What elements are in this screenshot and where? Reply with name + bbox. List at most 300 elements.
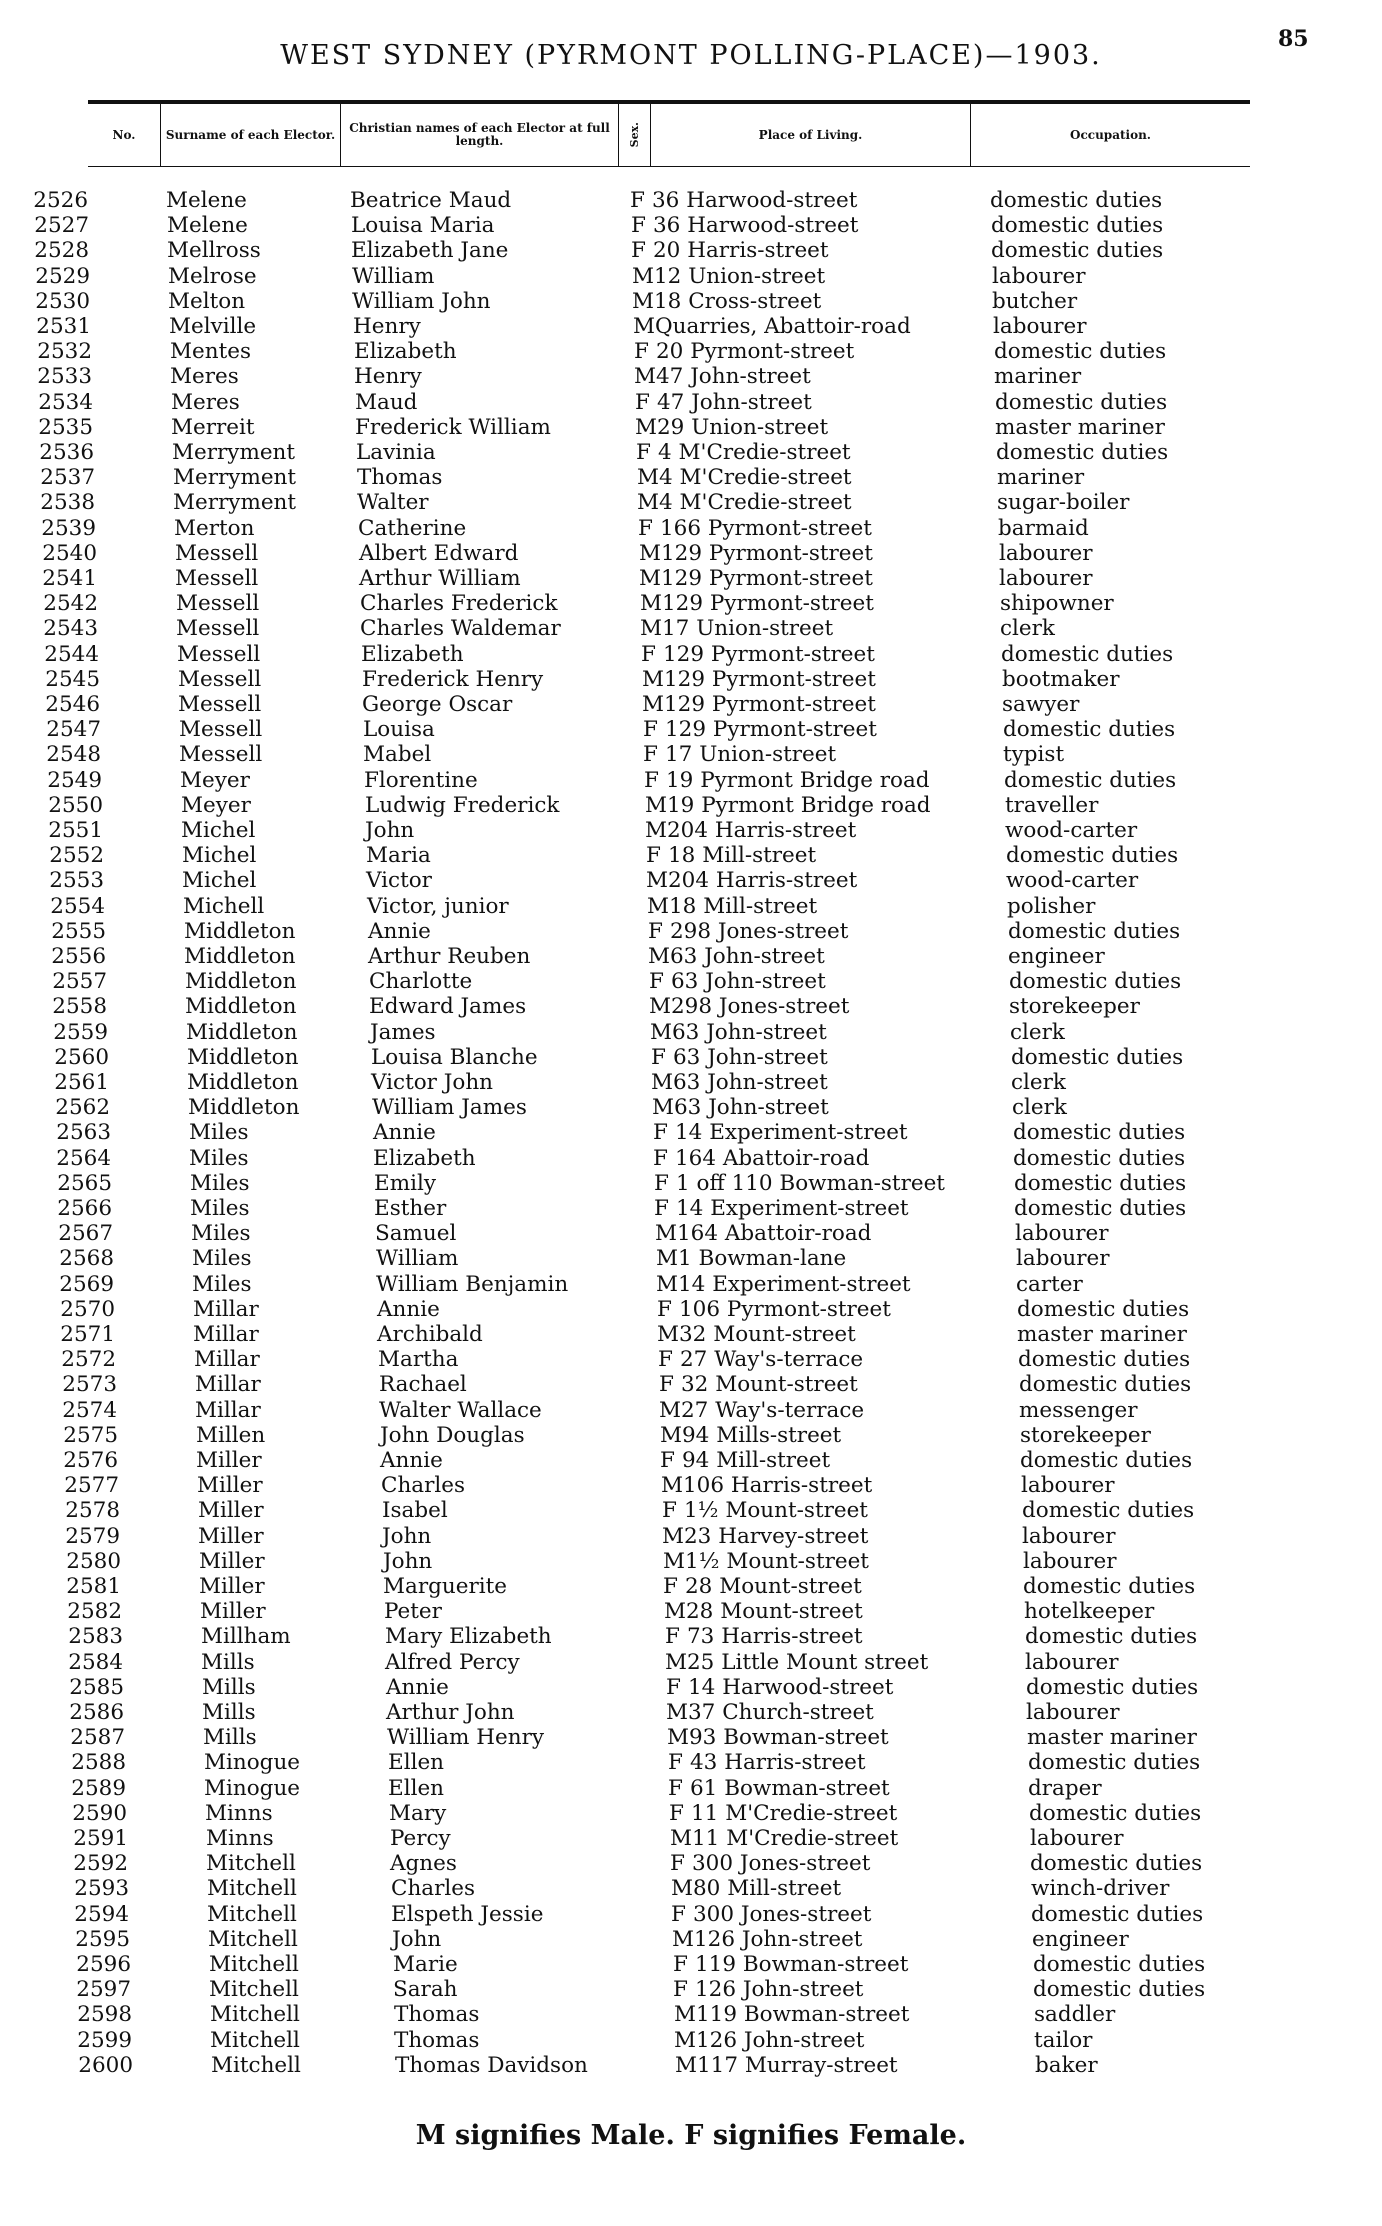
row-sex: M bbox=[645, 818, 668, 843]
table-row bbox=[0, 1524, 1382, 1549]
row-occupation: traveller bbox=[1005, 793, 1099, 818]
row-place: 27 Way's-terrace bbox=[680, 1347, 864, 1372]
table-row bbox=[0, 868, 1382, 893]
row-number: 2536 bbox=[39, 440, 94, 465]
row-surname: Mitchell bbox=[206, 1851, 296, 1876]
row-number: 2540 bbox=[42, 541, 97, 566]
row-surname: Messell bbox=[176, 616, 260, 641]
row-number: 2538 bbox=[40, 490, 95, 515]
row-place: 204 Harris-street bbox=[667, 818, 857, 843]
table-row bbox=[0, 1423, 1382, 1448]
row-number: 2596 bbox=[76, 1952, 131, 1977]
row-number: 2552 bbox=[49, 843, 104, 868]
row-surname: Millen bbox=[196, 1423, 266, 1448]
row-occupation: labourer bbox=[1026, 1700, 1120, 1725]
row-christian-names: Elizabeth bbox=[373, 1146, 476, 1171]
row-surname: Mills bbox=[202, 1675, 256, 1700]
table-row bbox=[0, 566, 1382, 591]
row-place: 63 John-street bbox=[671, 969, 826, 994]
row-place: 164 Abattoir-road bbox=[675, 1146, 870, 1171]
row-christian-names: George Oscar bbox=[362, 692, 513, 717]
row-sex: F bbox=[651, 1045, 666, 1070]
row-sex: F bbox=[635, 390, 650, 415]
table-row bbox=[0, 1473, 1382, 1498]
row-sex: M bbox=[632, 289, 655, 314]
row-sex: F bbox=[643, 717, 658, 742]
row-surname: Messell bbox=[175, 566, 259, 591]
row-number: 2575 bbox=[63, 1423, 118, 1448]
footer-legend: M signifies Male. F signifies Female. bbox=[415, 2120, 967, 2151]
row-place: 126 John-street bbox=[696, 2028, 865, 2053]
row-number: 2527 bbox=[34, 213, 89, 238]
table-row bbox=[0, 742, 1382, 767]
row-sex: M bbox=[665, 1650, 688, 1675]
row-christian-names: William bbox=[376, 1246, 459, 1271]
row-christian-names: Ludwig Frederick bbox=[365, 793, 560, 818]
header-sex-label: Sex. bbox=[628, 122, 641, 148]
row-christian-names: James bbox=[370, 1020, 436, 1045]
row-occupation: typist bbox=[1003, 742, 1065, 767]
row-surname: Melene bbox=[166, 188, 247, 213]
row-sex: M bbox=[650, 1020, 673, 1045]
table-row bbox=[0, 364, 1382, 389]
row-sex: M bbox=[655, 1221, 678, 1246]
row-sex: M bbox=[663, 1549, 686, 1574]
row-place: 106 Harris-street bbox=[683, 1473, 873, 1498]
row-sex: M bbox=[639, 541, 662, 566]
table-row bbox=[0, 717, 1382, 742]
row-surname: Miller bbox=[199, 1574, 265, 1599]
row-sex: M bbox=[667, 1725, 690, 1750]
row-christian-names: John bbox=[382, 1524, 432, 1549]
row-occupation: draper bbox=[1028, 1776, 1102, 1801]
row-place: 129 Pyrmont-street bbox=[663, 642, 875, 667]
row-number: 2571 bbox=[60, 1322, 115, 1347]
row-occupation: labourer bbox=[992, 264, 1086, 289]
row-place: 164 Abattoir-road bbox=[677, 1221, 872, 1246]
row-occupation: bootmaker bbox=[1002, 667, 1120, 692]
row-surname: Miles bbox=[192, 1246, 252, 1271]
row-occupation: labourer bbox=[999, 541, 1093, 566]
row-surname: Merryment bbox=[172, 440, 296, 465]
row-number: 2587 bbox=[70, 1725, 125, 1750]
row-occupation: clerk bbox=[1010, 1020, 1065, 1045]
row-number: 2580 bbox=[66, 1549, 121, 1574]
row-number: 2542 bbox=[43, 591, 98, 616]
page-number: 85 bbox=[1278, 26, 1309, 52]
row-surname: Merreit bbox=[171, 415, 255, 440]
page-title: WEST SYDNEY (PYRMONT POLLING-PLACE)—1903. bbox=[280, 40, 1102, 71]
table-row bbox=[0, 490, 1382, 515]
row-christian-names: Louisa bbox=[363, 717, 435, 742]
row-number: 2565 bbox=[57, 1171, 112, 1196]
table-row bbox=[0, 1398, 1382, 1423]
row-sex: M bbox=[637, 490, 660, 515]
row-occupation: domestic duties bbox=[1017, 1297, 1190, 1322]
row-occupation: domestic duties bbox=[1031, 1902, 1204, 1927]
row-number: 2553 bbox=[49, 868, 104, 893]
table-row bbox=[0, 213, 1382, 238]
table-row bbox=[0, 1776, 1382, 1801]
row-place: 61 Bowman-street bbox=[690, 1776, 890, 1801]
row-place: 1 off 110 Bowman-street bbox=[676, 1171, 945, 1196]
row-christian-names: Walter bbox=[357, 490, 429, 515]
row-place: 47 John-street bbox=[656, 364, 811, 389]
row-number: 2541 bbox=[42, 566, 97, 591]
table-row bbox=[0, 415, 1382, 440]
row-place: 19 Pyrmont Bridge road bbox=[667, 793, 931, 818]
row-number: 2563 bbox=[56, 1120, 111, 1145]
row-christian-names: Mary bbox=[389, 1801, 447, 1826]
table-row bbox=[0, 339, 1382, 364]
row-number: 2588 bbox=[71, 1750, 126, 1775]
table-row bbox=[0, 1221, 1382, 1246]
row-surname: Messell bbox=[175, 541, 259, 566]
row-surname: Miles bbox=[190, 1196, 250, 1221]
row-christian-names: Charles bbox=[381, 1473, 466, 1498]
row-place: 29 Union-street bbox=[657, 415, 829, 440]
table-row bbox=[0, 1801, 1382, 1826]
row-place: 166 Pyrmont-street bbox=[660, 516, 872, 541]
row-number: 2568 bbox=[59, 1246, 114, 1271]
row-occupation: storekeeper bbox=[1020, 1423, 1151, 1448]
row-place: 19 Pyrmont Bridge road bbox=[666, 768, 930, 793]
row-surname: Miller bbox=[197, 1473, 263, 1498]
row-place: 63 John-street bbox=[674, 1095, 829, 1120]
row-sex: F bbox=[668, 1776, 683, 1801]
row-number: 2579 bbox=[65, 1524, 120, 1549]
row-christian-names: Peter bbox=[384, 1599, 442, 1624]
row-number: 2573 bbox=[62, 1372, 117, 1397]
table-row bbox=[0, 1725, 1382, 1750]
table-row bbox=[0, 1902, 1382, 1927]
table-row bbox=[0, 1624, 1382, 1649]
row-surname: Miles bbox=[192, 1272, 252, 1297]
table-row bbox=[0, 616, 1382, 641]
row-place: 28 Mount-street bbox=[685, 1574, 862, 1599]
table-row bbox=[0, 667, 1382, 692]
row-number: 2582 bbox=[67, 1599, 122, 1624]
row-christian-names: Charles Waldemar bbox=[360, 616, 561, 641]
row-surname: Miller bbox=[198, 1498, 264, 1523]
row-surname: Mitchell bbox=[207, 1902, 297, 1927]
row-surname: Meres bbox=[170, 364, 239, 389]
row-place: 73 Harris-street bbox=[687, 1624, 863, 1649]
row-sex: M bbox=[659, 1398, 682, 1423]
row-sex: M bbox=[656, 1246, 679, 1271]
row-place: 14 Experiment-street bbox=[676, 1196, 909, 1221]
row-sex: F bbox=[669, 1801, 684, 1826]
row-occupation: domestic duties bbox=[1014, 1196, 1187, 1221]
row-sex: F bbox=[641, 642, 656, 667]
row-place: 12 Union-street bbox=[654, 264, 826, 289]
row-christian-names: Isabel bbox=[382, 1498, 448, 1523]
row-sex: M bbox=[633, 314, 656, 339]
row-occupation: domestic duties bbox=[1013, 1146, 1186, 1171]
row-surname: Minns bbox=[206, 1826, 274, 1851]
row-christian-names: Marie bbox=[393, 1952, 458, 1977]
row-surname: Miles bbox=[189, 1146, 249, 1171]
row-place: 4 M'Credie-street bbox=[659, 490, 852, 515]
row-christian-names: Maria bbox=[366, 843, 431, 868]
table-row bbox=[0, 1599, 1382, 1624]
row-number: 2590 bbox=[72, 1801, 127, 1826]
row-surname: Mills bbox=[201, 1650, 255, 1675]
row-occupation: baker bbox=[1035, 2053, 1098, 2078]
table-row bbox=[0, 541, 1382, 566]
row-christian-names: Percy bbox=[390, 1826, 451, 1851]
table-row bbox=[0, 1851, 1382, 1876]
row-christian-names: Elizabeth bbox=[354, 339, 457, 364]
row-sex: F bbox=[666, 1675, 681, 1700]
row-occupation: engineer bbox=[1032, 1927, 1129, 1952]
row-place: 1 Bowman-lane bbox=[678, 1246, 847, 1271]
row-surname: Miles bbox=[189, 1120, 249, 1145]
row-number: 2591 bbox=[73, 1826, 128, 1851]
row-occupation: domestic duties bbox=[1004, 768, 1177, 793]
row-christian-names: Elizabeth bbox=[361, 642, 464, 667]
row-surname: Miller bbox=[200, 1599, 266, 1624]
row-number: 2548 bbox=[46, 742, 101, 767]
row-christian-names: Archibald bbox=[377, 1322, 483, 1347]
row-christian-names: Mary Elizabeth bbox=[385, 1624, 552, 1649]
row-surname: Middleton bbox=[186, 1020, 298, 1045]
table-row bbox=[0, 768, 1382, 793]
row-sex: M bbox=[674, 2002, 697, 2027]
row-sex: M bbox=[664, 1599, 687, 1624]
table-row bbox=[0, 1876, 1382, 1901]
row-occupation: domestic duties bbox=[996, 440, 1169, 465]
row-sex: M bbox=[660, 1423, 683, 1448]
row-christian-names: Samuel bbox=[375, 1221, 457, 1246]
row-occupation: mariner bbox=[997, 465, 1085, 490]
row-occupation: domestic duties bbox=[1030, 1851, 1203, 1876]
row-occupation: winch-driver bbox=[1031, 1876, 1170, 1901]
row-sex: M bbox=[642, 667, 665, 692]
row-surname: Meyer bbox=[181, 793, 251, 818]
row-number: 2586 bbox=[69, 1700, 124, 1725]
row-occupation: wood-carter bbox=[1005, 818, 1138, 843]
row-place: 27 Way's-terrace bbox=[681, 1398, 865, 1423]
row-sex: F bbox=[646, 843, 661, 868]
table-row bbox=[0, 969, 1382, 994]
row-sex: F bbox=[654, 1196, 669, 1221]
row-place: 1½ Mount-street bbox=[684, 1498, 868, 1523]
row-number: 2550 bbox=[48, 793, 103, 818]
row-sex: F bbox=[654, 1171, 669, 1196]
row-occupation: domestic duties bbox=[1033, 1952, 1206, 1977]
row-christian-names: Annie bbox=[386, 1675, 449, 1700]
row-occupation: master mariner bbox=[1017, 1322, 1187, 1347]
row-occupation: labourer bbox=[1030, 1826, 1124, 1851]
row-place: 18 Mill-street bbox=[668, 843, 817, 868]
row-number: 2560 bbox=[54, 1045, 109, 1070]
row-surname: Middleton bbox=[188, 1095, 300, 1120]
row-number: 2570 bbox=[60, 1297, 115, 1322]
row-surname: Meyer bbox=[180, 768, 250, 793]
row-place: 129 Pyrmont-street bbox=[665, 717, 877, 742]
row-occupation: labourer bbox=[1023, 1549, 1117, 1574]
row-surname: Mitchell bbox=[208, 1927, 298, 1952]
row-surname: Millham bbox=[201, 1624, 291, 1649]
row-sex: M bbox=[661, 1473, 684, 1498]
row-place: 94 Mill-street bbox=[682, 1448, 831, 1473]
row-surname: Middleton bbox=[187, 1045, 299, 1070]
row-place: 129 Pyrmont-street bbox=[664, 667, 876, 692]
row-surname: Messell bbox=[176, 591, 260, 616]
row-number: 2539 bbox=[41, 516, 96, 541]
row-number: 2594 bbox=[74, 1902, 129, 1927]
row-occupation: polisher bbox=[1007, 894, 1096, 919]
row-surname: Messell bbox=[179, 742, 263, 767]
row-sex: F bbox=[663, 1574, 678, 1599]
row-sex: M bbox=[672, 1927, 695, 1952]
row-number: 2597 bbox=[76, 1977, 131, 2002]
row-place: 80 Mill-street bbox=[693, 1876, 842, 1901]
row-sex: F bbox=[665, 1624, 680, 1649]
table-row bbox=[0, 1372, 1382, 1397]
row-christian-names: Annie bbox=[373, 1120, 436, 1145]
row-surname: Mitchell bbox=[207, 1876, 297, 1901]
table-row bbox=[0, 2053, 1382, 2078]
table-row bbox=[0, 894, 1382, 919]
row-christian-names: Victor John bbox=[371, 1070, 494, 1095]
row-surname: Messell bbox=[177, 642, 261, 667]
row-surname: Miller bbox=[196, 1448, 262, 1473]
row-christian-names: Mabel bbox=[363, 742, 432, 767]
table-row bbox=[0, 314, 1382, 339]
header-sex bbox=[618, 104, 650, 166]
row-occupation: domestic duties bbox=[995, 390, 1168, 415]
table-row bbox=[0, 1448, 1382, 1473]
header-christian-names: Christian names of each Elector at full length. bbox=[340, 104, 618, 166]
table-row bbox=[0, 289, 1382, 314]
row-occupation: sawyer bbox=[1002, 692, 1080, 717]
row-occupation: sugar-boiler bbox=[997, 490, 1130, 515]
row-surname: Michel bbox=[182, 843, 257, 868]
row-number: 2562 bbox=[55, 1095, 110, 1120]
table-row bbox=[0, 1700, 1382, 1725]
table-row bbox=[0, 2002, 1382, 2027]
row-place: 32 Mount-street bbox=[679, 1322, 856, 1347]
row-christian-names: Annie bbox=[380, 1448, 443, 1473]
row-occupation: domestic duties bbox=[1029, 1801, 1202, 1826]
table-row bbox=[0, 591, 1382, 616]
table-row bbox=[0, 944, 1382, 969]
row-number: 2528 bbox=[34, 238, 89, 263]
table-row bbox=[0, 238, 1382, 263]
row-sex: F bbox=[673, 1977, 688, 2002]
row-place: 17 Union-street bbox=[665, 742, 837, 767]
row-place: 117 Murray-street bbox=[697, 2053, 898, 2078]
header-no: No. bbox=[112, 127, 136, 142]
row-surname: Mitchell bbox=[211, 2053, 301, 2078]
row-occupation: labourer bbox=[1015, 1221, 1109, 1246]
row-number: 2595 bbox=[75, 1927, 130, 1952]
row-surname: Mitchell bbox=[209, 1977, 299, 2002]
row-place: 18 Mill-street bbox=[669, 894, 818, 919]
row-occupation: labourer bbox=[1022, 1524, 1116, 1549]
row-occupation: domestic duties bbox=[1023, 1574, 1196, 1599]
row-number: 2554 bbox=[50, 894, 105, 919]
row-place: 63 John-street bbox=[672, 1020, 827, 1045]
row-christian-names: Arthur William bbox=[359, 566, 521, 591]
table-row bbox=[0, 793, 1382, 818]
table-row bbox=[0, 1070, 1382, 1095]
row-occupation: domestic duties bbox=[1025, 1624, 1198, 1649]
row-christian-names: Esther bbox=[374, 1196, 447, 1221]
row-christian-names: Thomas Davidson bbox=[395, 2053, 588, 2078]
row-place: 18 Cross-street bbox=[654, 289, 822, 314]
table-row bbox=[0, 2028, 1382, 2053]
row-occupation: labourer bbox=[993, 314, 1087, 339]
table-row bbox=[0, 1020, 1382, 1045]
table-row bbox=[0, 1574, 1382, 1599]
row-christian-names: William John bbox=[352, 289, 491, 314]
row-number: 2578 bbox=[65, 1498, 120, 1523]
row-surname: Michel bbox=[181, 818, 256, 843]
row-place: 1½ Mount-street bbox=[685, 1549, 869, 1574]
row-place: 23 Harvey-street bbox=[684, 1524, 869, 1549]
row-occupation: domestic duties bbox=[1001, 642, 1174, 667]
row-sex: M bbox=[675, 2053, 698, 2078]
row-occupation: labourer bbox=[999, 566, 1093, 591]
row-surname: Mitchell bbox=[210, 2002, 300, 2027]
row-place: 14 Experiment-street bbox=[675, 1120, 908, 1145]
row-place: 37 Church-street bbox=[688, 1700, 874, 1725]
row-sex: M bbox=[648, 944, 671, 969]
row-sex: F bbox=[671, 1902, 686, 1927]
row-christian-names: Lavinia bbox=[356, 440, 436, 465]
row-christian-names: Henry bbox=[354, 364, 422, 389]
row-christian-names: Elspeth Jessie bbox=[391, 1902, 544, 1927]
row-place: 129 Pyrmont-street bbox=[661, 566, 873, 591]
row-place: 14 Harwood-street bbox=[688, 1675, 894, 1700]
row-surname: Mentes bbox=[170, 339, 251, 364]
row-place: 4 M'Credie-street bbox=[658, 440, 851, 465]
row-number: 2534 bbox=[38, 390, 93, 415]
row-place: 20 Pyrmont-street bbox=[656, 339, 855, 364]
row-christian-names: Charles Frederick bbox=[360, 591, 558, 616]
row-occupation: carter bbox=[1016, 1272, 1083, 1297]
table-row bbox=[0, 843, 1382, 868]
row-sex: M bbox=[652, 1095, 675, 1120]
row-place: 63 John-street bbox=[673, 1070, 828, 1095]
row-sex: M bbox=[634, 364, 657, 389]
row-surname: Melville bbox=[169, 314, 257, 339]
row-place: 63 John-street bbox=[670, 944, 825, 969]
row-place: Quarries, Abattoir-road bbox=[655, 314, 911, 339]
table-row bbox=[0, 1675, 1382, 1700]
row-occupation: clerk bbox=[1011, 1070, 1066, 1095]
row-christian-names: Agnes bbox=[390, 1851, 457, 1876]
row-occupation: domestic duties bbox=[1011, 1045, 1184, 1070]
row-place: 106 Pyrmont-street bbox=[679, 1297, 891, 1322]
row-surname: Messell bbox=[178, 667, 262, 692]
row-surname: Michell bbox=[183, 894, 265, 919]
row-number: 2557 bbox=[52, 969, 107, 994]
row-number: 2584 bbox=[68, 1650, 123, 1675]
row-occupation: domestic duties bbox=[1008, 919, 1181, 944]
row-surname: Merryment bbox=[173, 465, 297, 490]
row-place: 14 Experiment-street bbox=[678, 1272, 911, 1297]
row-christian-names: Maud bbox=[355, 390, 418, 415]
table-row bbox=[0, 516, 1382, 541]
row-number: 2559 bbox=[53, 1020, 108, 1045]
row-occupation: labourer bbox=[1021, 1473, 1115, 1498]
row-surname: Miller bbox=[199, 1549, 265, 1574]
row-sex: M bbox=[670, 1826, 693, 1851]
